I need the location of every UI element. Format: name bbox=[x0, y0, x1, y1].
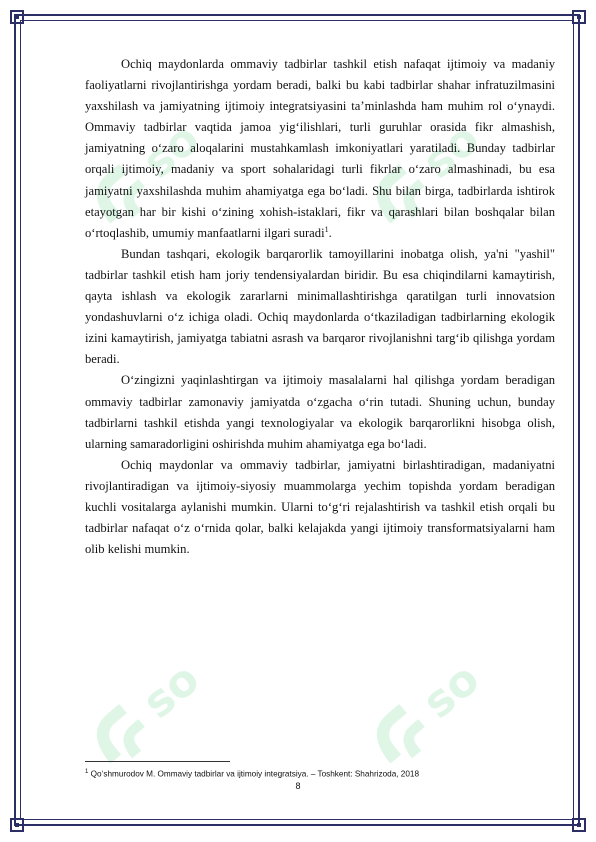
footnote-reference[interactable]: 1 bbox=[324, 224, 329, 234]
page-number: 8 bbox=[295, 781, 301, 791]
paragraph bbox=[85, 54, 555, 244]
footnote bbox=[85, 767, 555, 780]
paragraph bbox=[85, 244, 555, 371]
paragraph-end-punctuation: . bbox=[328, 225, 332, 240]
footnote-number: 1 bbox=[85, 769, 89, 775]
paragraph bbox=[85, 370, 555, 454]
svg-text:so: so bbox=[133, 653, 210, 729]
paragraph-text: Ochiq maydonlarda ommaviy tadbirlar tashkil etish nafaqat ijtimoiy va madaniy faoliyatlarni rivojlantirishga yordam beradi, balki bu kabi tadbirlar shahar infratuzilmasini yaxshilash va jamiyatning ijtimoiy integratsiyasini ta’minlashda ham muhim rol o‘ynaydi. Ommaviy tadbirlar vaqtida jamoa yig‘ilishlari, turli guruhlar orasida fikr almashish, jamiyatning o‘zaro aloqalarini mustahkamlash imkoniyatlari yaratiladi. Bunday tadbirlar orqali ijtimoiy, madaniy va sport sohalaridagi turli fikrlar o‘zaro almashinadi, bu esa jamiyatni yaxshilashda muhim ahamiyatga ega bo‘ladi. Shu bilan birga, tadbirlarda ishtirok etayotgan har bir kishi o‘zining xohish-istaklari, fikr va qarashlari bilan boshqalar bilan o‘rtoqlashib, umumiy manfaatlarni ilgari suradi bbox=[85, 57, 555, 240]
paragraph-text: Ochiq maydonlar va ommaviy tadbirlar, jamiyatni birlashtiradigan, madaniyatni rivojlantiradigan va ijtimoiy-siyosiy muammolarga yechim topishda yordam beradigan kuchli vositalarga aylanishi mumkin. Ularni to‘g‘ri rejalashtirish va tashkil etish orqali bu tadbirlar nafaqat o‘z o‘rnida qolar, balki kelajakda yangi ijtimoiy transformatsiyalarni ham olib kelishi mumkin. bbox=[85, 457, 555, 557]
svg-text:so: so bbox=[413, 113, 490, 189]
paragraph-text: Bundan tashqari, ekologik barqarorlik tamoyillarini inobatga olish, ya'ni "yashil" tadbirlar tashkil etish ham joriy tendensiyalardan biridir. Bu esa chiqindilarni kamaytirish, qayta ishlash va ekologik zararlarni minimallashtirishga qaratilgan turli innovatsion yondashuvlarni o‘z ichiga oladi. Ochiq maydonlarda o‘tkaziladigan tadbirlarning ekologik izini kamaytirish, jamiyatga tabiatni asrash va barqaror rivojlanishni targ‘ib qilishga yordam beradi. bbox=[85, 246, 555, 367]
footnote-text: Qo‘shmurodov M. Ommaviy tadbirlar va ijtimoiy integratsiya. – Toshkent: Shahrizoda, 2018 bbox=[88, 769, 420, 779]
svg-text:so: so bbox=[413, 653, 490, 729]
footnote-separator bbox=[85, 761, 230, 762]
document-body bbox=[85, 54, 555, 560]
paragraph bbox=[85, 455, 555, 560]
svg-text:so: so bbox=[133, 113, 210, 189]
paragraph-text: O‘zingizni yaqinlashtirgan va ijtimoiy masalalarni hal qilishga yordam beradigan ommaviy tadbirlar zamonaviy jamiyatda o‘zgacha o‘rin tutadi. Shuning uchun, bunday tadbirlarni tashkil etishda yangi texnologiyalar va ekologik barqarorlikni hisobga olish, ularning samaradorligini oshirishda muhim ahamiyatga ega bo‘ladi. bbox=[85, 373, 555, 451]
